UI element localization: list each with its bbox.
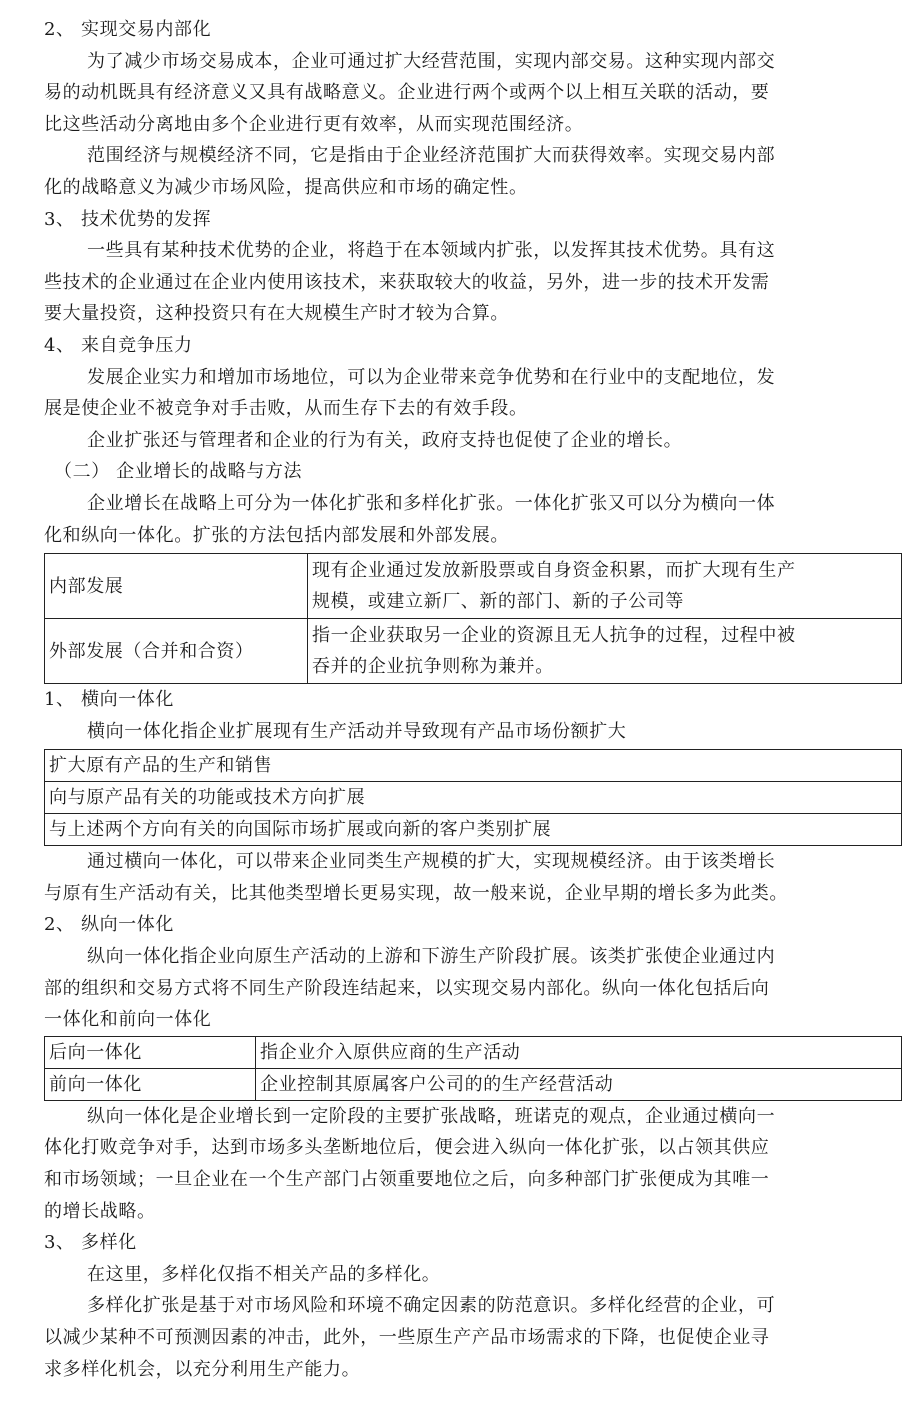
section-heading: 3、 多样化 bbox=[44, 1232, 137, 1254]
paragraph-line: 部的组织和交易方式将不同生产阶段连结起来，以实现交易内部化。纵向一体化包括后向 bbox=[44, 977, 770, 999]
paragraph-line: 发展企业实力和增加市场地位，可以为企业带来竞争优势和在行业中的支配地位，发 bbox=[87, 366, 776, 388]
paragraph-line: 与原有生产活动有关，比其他类型增长更易实现，故一般来说，企业早期的增长多为此类。 bbox=[44, 882, 788, 904]
paragraph-line: 一些具有某种技术优势的企业，将趋于在本领域内扩张，以发挥其技术优势。具有这 bbox=[87, 240, 776, 262]
table-row bbox=[45, 814, 902, 846]
table-row bbox=[45, 750, 902, 782]
document-page bbox=[44, 14, 900, 1385]
paragraph-line: 和市场领域；一旦企业在一个生产部门占领重要地位之后，向多种部门扩张便成为其唯一 bbox=[44, 1169, 770, 1191]
table-cell: 扩大原有产品的生产和销售 bbox=[45, 750, 902, 782]
paragraph-line: 的增长战略。 bbox=[44, 1200, 156, 1222]
paragraph-line: 些技术的企业通过在企业内使用该技术，来获取较大的收益，另外，进一步的技术开发需 bbox=[44, 271, 770, 293]
table-row bbox=[45, 1036, 902, 1068]
table-row bbox=[45, 619, 902, 684]
table-cell-description bbox=[308, 619, 902, 684]
table-cell-method: 内部发展 bbox=[45, 554, 308, 619]
table-row bbox=[45, 1068, 902, 1100]
section-heading: （二） 企业增长的战略与方法 bbox=[54, 461, 303, 483]
section-heading: 4、 来自竞争压力 bbox=[44, 334, 193, 356]
paragraph-line: 横向一体化指企业扩展现有生产活动并导致现有产品市场份额扩大 bbox=[87, 720, 627, 742]
table-row bbox=[45, 782, 902, 814]
paragraph-line: 纵向一体化是企业增长到一定阶段的主要扩张战略，班诺克的观点，企业通过横向一 bbox=[87, 1105, 776, 1127]
section-heading: 2、 实现交易内部化 bbox=[44, 19, 212, 40]
paragraph-line: 为了减少市场交易成本，企业可通过扩大经营范围，实现内部交易。这种实现内部交 bbox=[87, 50, 776, 72]
table-cell: 与上述两个方向有关的向国际市场扩展或向新的客户类别扩展 bbox=[45, 814, 902, 846]
paragraph-line: 企业增长在战略上可分为一体化扩张和多样化扩张。一体化扩张又可以分为横向一体 bbox=[87, 492, 776, 514]
table-cell-description: 指企业介入原供应商的生产活动 bbox=[256, 1036, 902, 1068]
paragraph-line: 一体化和前向一体化 bbox=[44, 1009, 212, 1031]
table-cell-type: 后向一体化 bbox=[45, 1036, 256, 1068]
section-heading: 2、 纵向一体化 bbox=[44, 914, 174, 936]
paragraph-line: 范围经济与规模经济不同，它是指由于企业经济范围扩大而获得效率。实现交易内部 bbox=[87, 145, 776, 167]
paragraph-line: 化和纵向一体化。扩张的方法包括内部发展和外部发展。 bbox=[44, 524, 509, 546]
paragraph-line: 在这里，多样化仅指不相关产品的多样化。 bbox=[87, 1263, 441, 1285]
cell-line: 吞并的企业抗争则称为兼并。 bbox=[312, 656, 554, 678]
paragraph-line: 展是使企业不被竞争对手击败，从而生存下去的有效手段。 bbox=[44, 398, 528, 420]
paragraph-line: 以减少某种不可预测因素的冲击，此外，一些原生产产品市场需求的下降，也促使企业寻 bbox=[44, 1327, 770, 1348]
paragraph-line: 要大量投资，这种投资只有在大规模生产时才较为合算。 bbox=[44, 303, 509, 325]
table-cell-method: 外部发展（合并和合资） bbox=[45, 619, 308, 684]
paragraph-line: 通过横向一体化，可以带来企业同类生产规模的扩大，实现规模经济。由于该类增长 bbox=[87, 851, 776, 873]
paragraph-line: 多样化扩张是基于对市场风险和环境不确定因素的防范意识。多样化经营的企业，可 bbox=[87, 1295, 776, 1317]
table-cell-description bbox=[308, 554, 902, 619]
paragraph-line: 比这些活动分离地由多个企业进行更有效率，从而实现范围经济。 bbox=[44, 113, 584, 135]
paragraph-line: 体化打败竞争对手，达到市场多头垄断地位后，便会进入纵向一体化扩张，以占领其供应 bbox=[44, 1137, 770, 1159]
expansion-methods-table bbox=[44, 553, 902, 684]
table-cell-description: 企业控制其原属客户公司的的生产经营活动 bbox=[256, 1068, 902, 1100]
cell-line: 现有企业通过发放新股票或自身资金积累，而扩大现有生产 bbox=[312, 560, 796, 582]
table-row bbox=[45, 554, 902, 619]
cell-line: 规模，或建立新厂、新的部门、新的子公司等 bbox=[312, 591, 684, 613]
paragraph-line: 求多样化机会，以充分利用生产能力。 bbox=[44, 1358, 361, 1380]
section-heading: 1、 横向一体化 bbox=[44, 689, 174, 711]
cell-line: 指一企业获取另一企业的资源且无人抗争的过程，过程中被 bbox=[312, 625, 796, 647]
paragraph-line: 化的战略意义为减少市场风险，提高供应和市场的确定性。 bbox=[44, 176, 528, 198]
paragraph-line: 企业扩张还与管理者和企业的行为有关，政府支持也促使了企业的增长。 bbox=[87, 429, 683, 451]
paragraph-line: 易的动机既具有经济意义又具有战略意义。企业进行两个或两个以上相互关联的活动，要 bbox=[44, 82, 770, 104]
paragraph-line: 纵向一体化指企业向原生产活动的上游和下游生产阶段扩展。该类扩张使企业通过内 bbox=[87, 946, 776, 968]
table-cell-type: 前向一体化 bbox=[45, 1068, 256, 1100]
vertical-integration-table bbox=[44, 1036, 902, 1101]
horizontal-integration-table bbox=[44, 749, 902, 846]
section-heading: 3、 技术优势的发挥 bbox=[44, 208, 212, 230]
table-cell: 向与原产品有关的功能或技术方向扩展 bbox=[45, 782, 902, 814]
